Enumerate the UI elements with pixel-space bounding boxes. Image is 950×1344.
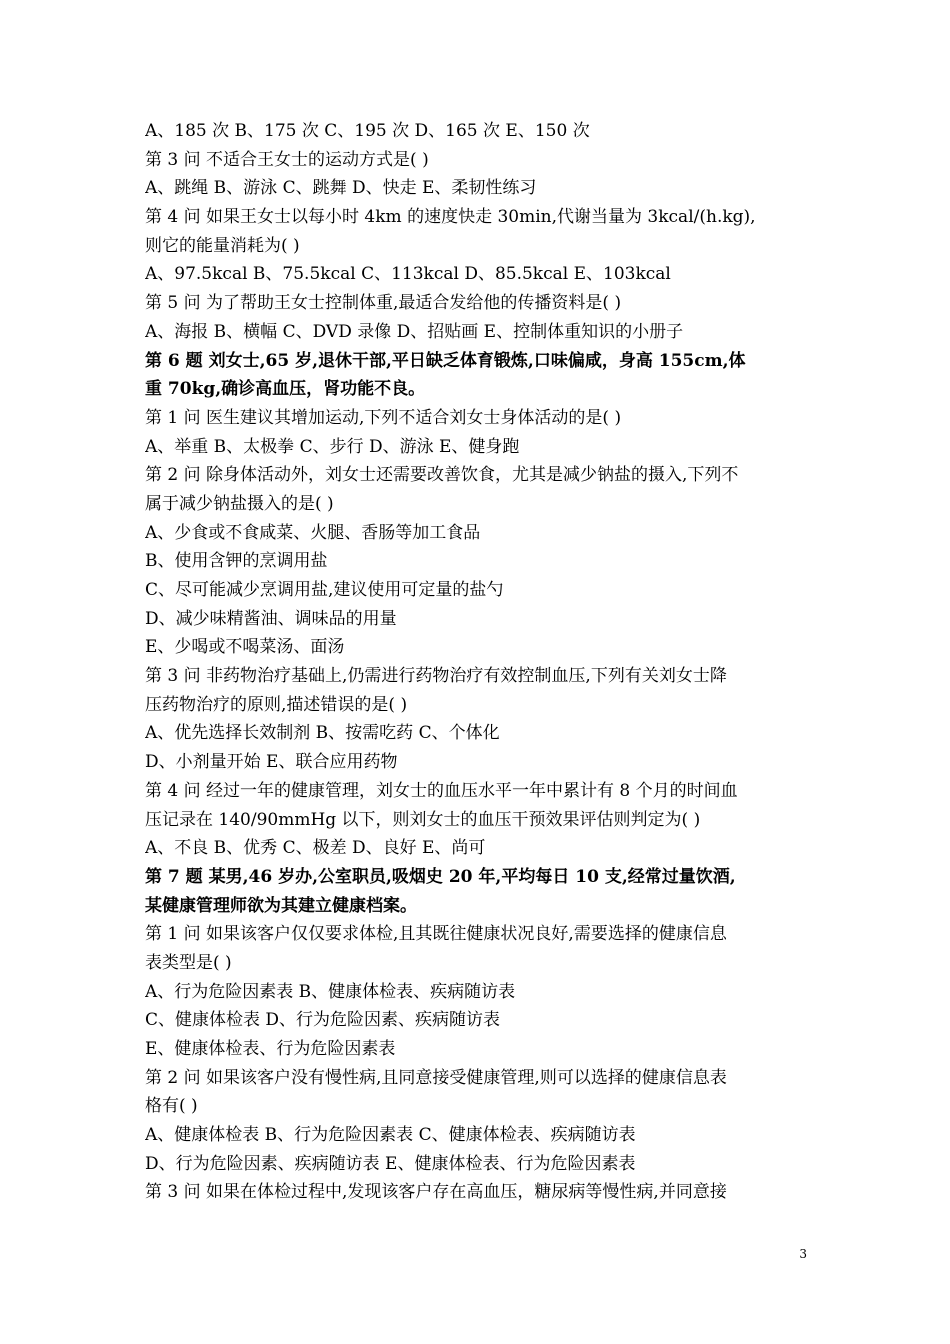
- text-line: 第 5 问 为了帮助王女士控制体重,最适合发给他的传播资料是( ): [145, 293, 622, 314]
- text-line: 第 1 问 医生建议其增加运动,下列不适合刘女士身体活动的是( ): [145, 407, 622, 428]
- page-number: 3: [799, 1247, 807, 1261]
- text-line: 第 3 问 非药物治疗基础上,仍需进行药物治疗有效控制血压,下列有关刘女士降: [145, 666, 727, 687]
- question-heading-line: 第 7 题 某男,46 岁办,公室职员,吸烟史 20 年,平均每日 10 支,经常过量饮酒,: [145, 866, 736, 887]
- document-body: [145, 117, 810, 1207]
- text-line: B、使用含钾的烹调用盐: [145, 551, 328, 572]
- question-heading-line: 第 6 题 刘女士,65 岁,退休干部,平日缺乏体育锻炼,口味偏咸，身高 155cm,体: [145, 350, 746, 371]
- text-line: E、少喝或不喝菜汤、面汤: [145, 637, 345, 658]
- text-line: C、健康体检表 D、行为危险因素、疾病随访表: [145, 1010, 501, 1031]
- text-line: 第 1 问 如果该客户仅仅要求体检,且其既往健康状况良好,需要选择的健康信息: [145, 924, 727, 945]
- text-line: A、海报 B、横幅 C、DVD 录像 D、招贴画 E、控制体重知识的小册子: [145, 321, 684, 342]
- text-line: 第 2 问 除身体活动外，刘女士还需要改善饮食，尤其是减少钠盐的摄入,下列不: [145, 465, 739, 486]
- text-line: A、健康体检表 B、行为危险因素表 C、健康体检表、疾病随访表: [145, 1125, 636, 1146]
- text-line: 属于减少钠盐摄入的是( ): [145, 493, 334, 514]
- text-line: D、小剂量开始 E、联合应用药物: [145, 752, 398, 773]
- text-line: A、跳绳 B、游泳 C、跳舞 D、快走 E、柔韧性练习: [145, 178, 537, 199]
- text-line: 表类型是( ): [145, 952, 232, 973]
- text-line: C、尽可能减少烹调用盐,建议使用可定量的盐勺: [145, 580, 504, 600]
- text-line: E、健康体检表、行为危险因素表: [145, 1039, 396, 1059]
- text-line: 格有( ): [145, 1096, 198, 1117]
- text-line: 则它的能量消耗为( ): [145, 235, 300, 256]
- text-line: A、举重 B、太极拳 C、步行 D、游泳 E、健身跑: [145, 436, 520, 457]
- text-line: 压药物治疗的原则,描述错误的是( ): [145, 694, 408, 715]
- text-line: 第 4 问 如果王女士以每小时 4km 的速度快走 30min,代谢当量为 3kcal/(h.kg),: [145, 207, 756, 228]
- text-line: A、优先选择长效制剂 B、按需吃药 C、个体化: [145, 723, 500, 744]
- text-line: A、行为危险因素表 B、健康体检表、疾病随访表: [145, 981, 516, 1002]
- text-line: A、少食或不食咸菜、火腿、香肠等加工食品: [145, 522, 481, 543]
- text-line: A、97.5kcal B、75.5kcal C、113kcal D、85.5kcal E、103kcal: [145, 264, 671, 285]
- text-line: 第 3 问 不适合王女士的运动方式是( ): [145, 149, 429, 170]
- text-line: 压记录在 140/90mmHg 以下，则刘女士的血压干预效果评估则判定为( ): [145, 809, 701, 830]
- text-line: A、185 次 B、175 次 C、195 次 D、165 次 E、150 次: [145, 121, 590, 141]
- text-line: 第 2 问 如果该客户没有慢性病,且同意接受健康管理,则可以选择的健康信息表: [145, 1067, 727, 1088]
- text-line: 第 4 问 经过一年的健康管理，刘女士的血压水平一年中累计有 8 个月的时间血: [145, 780, 738, 801]
- text-line: D、减少味精酱油、调味品的用量: [145, 608, 397, 629]
- question-heading-line: 某健康管理师欲为其建立健康档案。: [145, 895, 417, 916]
- question-heading-line: 重 70kg,确诊高血压，肾功能不良。: [145, 379, 426, 400]
- text-line: 第 3 问 如果在体检过程中,发现该客户存在高血压，糖尿病等慢性病,并同意接: [145, 1182, 727, 1203]
- text-line: D、行为危险因素、疾病随访表 E、健康体检表、行为危险因素表: [145, 1153, 636, 1174]
- text-line: A、不良 B、优秀 C、极差 D、良好 E、尚可: [145, 838, 486, 859]
